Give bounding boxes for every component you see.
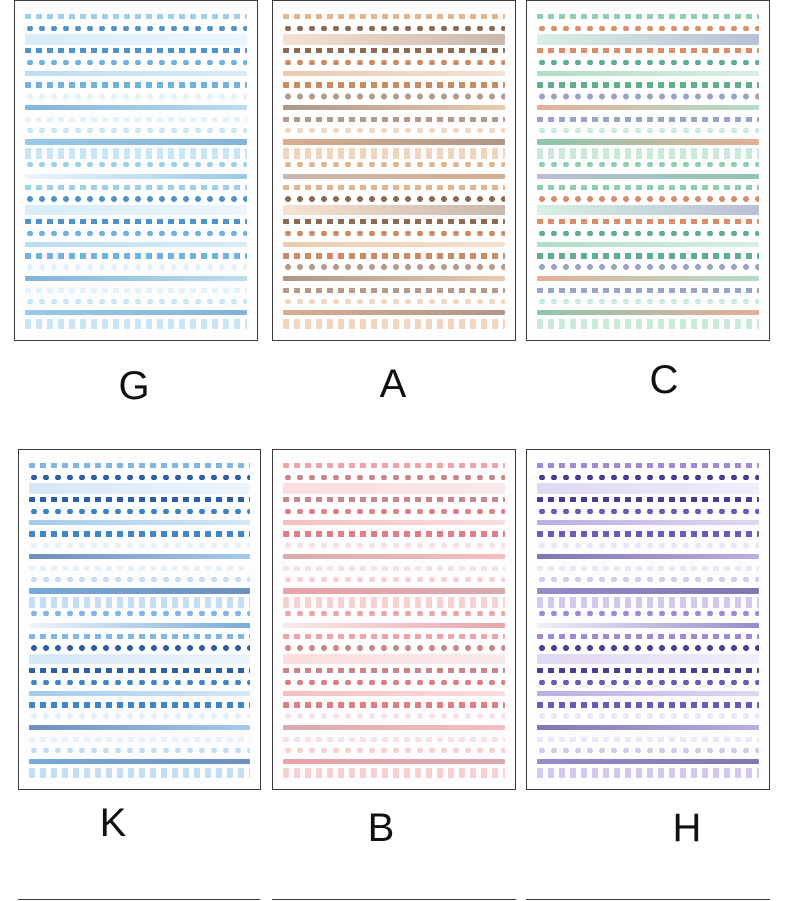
sticker-strip [29, 509, 250, 514]
sticker-strip [283, 196, 505, 201]
sheet-label: K [99, 801, 127, 845]
sticker-strip [283, 463, 505, 468]
sticker-strip [283, 34, 505, 44]
sticker-strip [283, 588, 505, 593]
next-row-edge [272, 899, 516, 900]
sticker-strip [283, 162, 505, 167]
sticker-strip [283, 577, 505, 582]
sticker-strip [537, 748, 759, 753]
sticker-sheet-g [14, 0, 258, 341]
sticker-strip [537, 702, 759, 707]
sticker-strip [537, 196, 759, 201]
sticker-strip [537, 725, 759, 730]
sticker-strip [537, 205, 759, 215]
sticker-strip [29, 497, 250, 502]
sticker-strip [25, 205, 247, 215]
sticker-strip [29, 623, 250, 628]
sticker-strip [283, 128, 505, 133]
sticker-strip [283, 668, 505, 673]
sticker-strip [537, 219, 759, 224]
sticker-strip [537, 691, 759, 696]
sticker-strip [25, 162, 247, 167]
sticker-strip [283, 60, 505, 65]
sticker-strip [283, 654, 505, 664]
sticker-strip [283, 82, 505, 87]
sticker-strip [283, 475, 505, 480]
next-row-edge [18, 899, 260, 900]
sticker-strip [283, 48, 505, 53]
sticker-strip [283, 91, 505, 101]
sticker-strip [29, 645, 250, 650]
sticker-strip [25, 288, 247, 293]
sticker-strip [283, 14, 505, 19]
sticker-strip [537, 520, 759, 525]
sticker-strip [29, 566, 250, 571]
sticker-strip [29, 588, 250, 593]
sticker-strip [283, 276, 505, 281]
sticker-strip [283, 105, 505, 110]
sticker-strip [29, 475, 250, 480]
sticker-sheet-k [18, 449, 261, 790]
sticker-strip [283, 242, 505, 247]
sticker-strip [283, 748, 505, 753]
sticker-strip [537, 242, 759, 247]
sticker-strip [537, 60, 759, 65]
sticker-strip [29, 634, 250, 639]
sticker-strip [283, 737, 505, 742]
sticker-strip [283, 711, 505, 721]
sticker-strip [283, 520, 505, 525]
sticker-strip [29, 691, 250, 696]
sticker-strip [29, 748, 250, 753]
sticker-strip [537, 540, 759, 550]
sticker-strip [29, 463, 250, 468]
sticker-sheet-a [272, 0, 516, 341]
sticker-strip [283, 288, 505, 293]
sticker-strip [283, 540, 505, 550]
sticker-strip [537, 654, 759, 664]
sticker-strip [537, 148, 759, 158]
sticker-strip [25, 262, 247, 272]
sticker-strip [283, 71, 505, 76]
sticker-strip [283, 148, 505, 158]
sticker-strip [537, 645, 759, 650]
sticker-strip [537, 162, 759, 167]
sticker-strip [25, 276, 247, 281]
sticker-strip [537, 463, 759, 468]
sticker-strip [25, 26, 247, 31]
sticker-strip [537, 509, 759, 514]
sticker-strip [29, 759, 250, 764]
sticker-strip [537, 577, 759, 582]
sticker-strip [537, 253, 759, 258]
sticker-strip [537, 668, 759, 673]
sticker-strip [29, 520, 250, 525]
sticker-strip [537, 483, 759, 493]
sticker-strip [537, 262, 759, 272]
sheet-label: C [649, 358, 679, 402]
sheet-label: A [379, 362, 407, 406]
sticker-sheet-art [25, 11, 247, 330]
sticker-strip [537, 117, 759, 122]
sticker-strip [25, 139, 247, 144]
sticker-strip [283, 702, 505, 707]
sticker-strip [283, 759, 505, 764]
sticker-strip [29, 680, 250, 685]
sticker-strip [283, 483, 505, 493]
sticker-strip [283, 174, 505, 179]
sticker-strip [29, 540, 250, 550]
sticker-strip [537, 566, 759, 571]
sticker-strip [25, 319, 247, 329]
sticker-strip [25, 82, 247, 87]
sticker-strip [537, 71, 759, 76]
sticker-strip [537, 759, 759, 764]
sticker-strip [537, 14, 759, 19]
sticker-strip [537, 82, 759, 87]
sheet-label: H [672, 806, 702, 850]
sticker-strip [537, 231, 759, 236]
sticker-strip [537, 174, 759, 179]
sticker-strip [283, 597, 505, 607]
sticker-strip [283, 497, 505, 502]
sticker-strip [283, 185, 505, 190]
next-row-edge [526, 899, 770, 900]
sticker-strip [25, 105, 247, 110]
sticker-strip [537, 299, 759, 304]
sticker-strip [25, 48, 247, 53]
sheet-label: G [118, 364, 150, 408]
sticker-sheet-b [272, 449, 516, 790]
sticker-strip [283, 566, 505, 571]
sticker-strip [29, 711, 250, 721]
sticker-strip [283, 509, 505, 514]
sticker-strip [283, 554, 505, 559]
sticker-strip [283, 611, 505, 616]
sticker-strip [25, 91, 247, 101]
sticker-strip [537, 737, 759, 742]
sticker-strip [29, 725, 250, 730]
sticker-strip [29, 768, 250, 778]
sticker-strip [537, 105, 759, 110]
sticker-strip [283, 634, 505, 639]
sticker-strip [537, 711, 759, 721]
sticker-strip [25, 219, 247, 224]
sticker-strip [25, 185, 247, 190]
sticker-strip [283, 117, 505, 122]
sticker-strip [537, 128, 759, 133]
sticker-strip [537, 475, 759, 480]
sticker-strip [29, 531, 250, 536]
sticker-strip [283, 205, 505, 215]
sticker-strip [25, 231, 247, 236]
sticker-strip [29, 483, 250, 493]
sticker-strip [537, 34, 759, 44]
sticker-strip [29, 611, 250, 616]
sticker-strip [537, 185, 759, 190]
sticker-strip [283, 319, 505, 329]
sticker-strip [537, 634, 759, 639]
sticker-strip [283, 768, 505, 778]
sticker-sheet-art [29, 460, 250, 779]
sticker-strip [283, 725, 505, 730]
sticker-strip [537, 48, 759, 53]
sticker-strip [537, 588, 759, 593]
sticker-strip [283, 253, 505, 258]
sticker-strip [29, 737, 250, 742]
sticker-sheet-h [526, 449, 770, 790]
sticker-strip [25, 196, 247, 201]
sticker-strip [25, 117, 247, 122]
sticker-strip [283, 231, 505, 236]
sticker-strip [25, 174, 247, 179]
sticker-strip [283, 219, 505, 224]
sticker-strip [25, 242, 247, 247]
sticker-strip [283, 623, 505, 628]
sticker-strip [537, 319, 759, 329]
sticker-strip [25, 34, 247, 44]
sticker-sheet-art [537, 460, 759, 779]
sticker-strip [537, 139, 759, 144]
sticker-strip [283, 139, 505, 144]
sticker-strip [283, 645, 505, 650]
sticker-strip [29, 597, 250, 607]
sticker-sheet-art [283, 460, 505, 779]
sticker-strip [283, 310, 505, 315]
sticker-strip [537, 611, 759, 616]
sticker-strip [25, 148, 247, 158]
sticker-strip [29, 577, 250, 582]
sticker-strip [537, 26, 759, 31]
sticker-strip [283, 680, 505, 685]
sticker-strip [283, 691, 505, 696]
sticker-strip [29, 554, 250, 559]
sticker-strip [29, 702, 250, 707]
sticker-strip [537, 91, 759, 101]
sticker-sheet-art [537, 11, 759, 330]
sticker-strip [25, 71, 247, 76]
sticker-strip [537, 680, 759, 685]
sticker-strip [29, 654, 250, 664]
sticker-strip [283, 26, 505, 31]
sticker-strip [25, 60, 247, 65]
sticker-sheet-c [526, 0, 770, 341]
sticker-strip [29, 668, 250, 673]
sticker-strip [25, 310, 247, 315]
sticker-strip [283, 262, 505, 272]
sticker-strip [537, 288, 759, 293]
sticker-strip [283, 299, 505, 304]
sticker-strip [537, 531, 759, 536]
sticker-strip [25, 253, 247, 258]
sticker-strip [537, 310, 759, 315]
sticker-strip [537, 497, 759, 502]
sheet-label: B [367, 806, 395, 850]
sticker-strip [283, 531, 505, 536]
sticker-strip [25, 14, 247, 19]
sticker-strip [537, 276, 759, 281]
sticker-strip [537, 554, 759, 559]
sticker-sheet-art [283, 11, 505, 330]
sticker-strip [537, 768, 759, 778]
sticker-strip [25, 128, 247, 133]
sticker-strip [537, 597, 759, 607]
sticker-strip [25, 299, 247, 304]
sticker-strip [537, 623, 759, 628]
